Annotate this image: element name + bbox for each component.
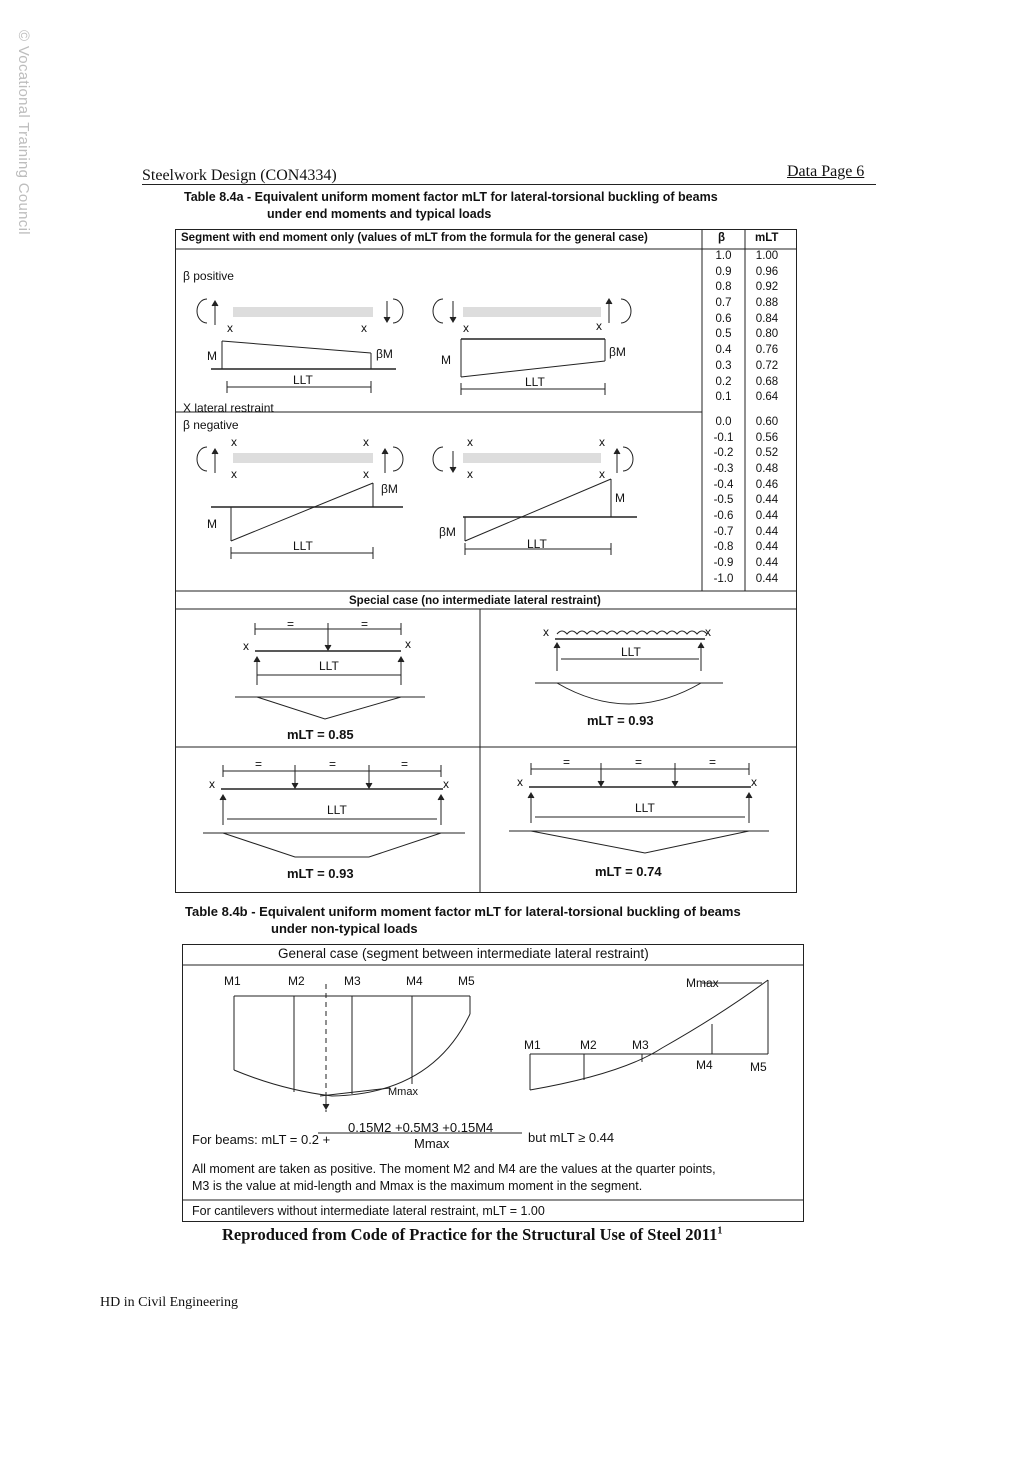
x-label: x [599,467,605,481]
beta-value: -1.0 [713,572,734,585]
table-a-header-mlt: mLT [755,232,779,244]
programme-name: HD in Civil Engineering [100,1295,239,1310]
beta-value: -0.1 [713,431,734,444]
table-b-note-line2: M3 is the value at mid-length and Mmax is the maximum moment in the segment. [192,1179,643,1193]
moment-label-mmax: Mmax [686,976,719,990]
moment-label-beta-m: βM [376,347,393,361]
beta-negative-label: β negative [183,418,239,432]
beta-value: -0.9 [713,557,734,570]
length-label: LLT [527,537,547,551]
cantilever-note: For cantilevers without intermediate lateral restraint, mLT = 1.00 [192,1204,545,1218]
beta-value: 0.7 [715,297,732,310]
equal-spacing-label: = [287,617,295,631]
beta-value: -0.5 [713,494,734,507]
mlt-value: 0.80 [755,328,779,341]
course-title: Steelwork Design (CON4334) [142,167,337,184]
beta-values-column [702,249,745,587]
watermark-text: © Vocational Training Council [15,30,32,235]
mlt-value-special-2: mLT = 0.93 [587,713,654,728]
beta-value: 1.0 [715,250,732,262]
mlt-value: 0.64 [755,391,779,404]
formula-suffix: but mLT ≥ 0.44 [528,1130,615,1145]
table-b-caption [185,903,741,937]
mlt-value: 0.44 [755,541,779,554]
table-a-header-beta: β [718,232,726,244]
table-a-caption-line1: Table 8.4a - Equivalent uniform moment factor mLT for lateral-torsional buckling of beams [184,190,718,204]
table-b-note-line1: All moment are taken as positive. The moment M2 and M4 are the values at the quarter points, [192,1162,716,1176]
moment-label-m4: M4 [696,1058,713,1072]
equal-spacing-label: = [255,757,263,771]
beta-positive-label: β positive [183,269,234,283]
mlt-value: 0.72 [755,359,779,372]
formula-denominator: Mmax [414,1136,450,1151]
beta-value: -0.2 [713,447,734,460]
x-label: x [209,777,215,791]
mlt-value: 0.88 [755,297,779,310]
moment-label-m1: M1 [224,974,241,988]
mlt-value: 0.96 [755,265,779,278]
moment-label-beta-m: βM [609,345,626,359]
beta-value: -0.7 [713,525,734,538]
mlt-value: 0.52 [755,447,779,460]
x-label: x [599,435,605,449]
beta-value: 0.3 [715,359,732,372]
table-b-header: General case (segment between intermediate lateral restraint) [278,946,649,961]
x-label: x [443,777,449,791]
x-label: x [596,319,602,333]
mlt-value: 0.76 [755,344,779,357]
reference-text: Reproduced from Code of Practice for the Structural Use of Steel 2011 [222,1225,718,1244]
moment-label-m2: M2 [288,974,305,988]
header-rule [142,184,876,185]
beta-value: 0.0 [715,415,732,428]
moment-label-mmax: Mmax [388,1086,418,1098]
moment-diagram-right [530,980,768,1090]
mlt-value-special-4: mLT = 0.74 [595,864,662,879]
equal-spacing-label: = [401,757,409,771]
page-number: Data Page 6 [787,163,865,180]
moment-label-m5: M5 [750,1060,767,1074]
mlt-value: 0.44 [755,510,779,522]
moment-diagram-left [234,984,470,1112]
x-label: x [227,321,233,335]
table-a-header-segment: Segment with end moment only (values of mLT from the formula for the general case) [181,232,648,244]
mlt-value: 0.60 [755,415,779,428]
beta-value: 0.6 [715,312,732,325]
mlt-value: 1.00 [755,250,779,262]
x-label: x [467,435,473,449]
beta-value: -0.8 [713,541,734,554]
special-case-2 [535,631,723,704]
formula-numerator: 0.15M2 +0.5M3 +0.15M4 [348,1120,494,1135]
length-label: LLT [327,803,347,817]
equal-spacing-label: = [329,757,337,771]
length-label: LLT [293,373,313,387]
formula-prefix: For beams: mLT = 0.2 + [192,1132,331,1147]
table-b-note [192,1161,716,1195]
length-label: LLT [293,539,313,553]
x-label: x [467,467,473,481]
moment-label-m: M [207,349,217,363]
moment-label-m2: M2 [580,1038,597,1052]
x-label: x [363,467,369,481]
mlt-value: 0.56 [755,431,779,444]
mlt-value-special-1: mLT = 0.85 [287,727,354,742]
moment-label-m: M [441,353,451,367]
moment-label-m5: M5 [458,974,475,988]
equal-spacing-label: = [635,755,643,769]
equal-spacing-label: = [361,617,369,631]
mlt-value: 0.48 [755,462,779,475]
mlt-value: 0.44 [755,572,779,585]
mlt-values-column [745,249,789,587]
lateral-restraint-label: X lateral restraint [183,401,274,415]
x-label: x [231,435,237,449]
mlt-value: 0.68 [755,375,779,388]
x-label: x [231,467,237,481]
length-label: LLT [319,659,339,673]
beta-value: 0.2 [715,375,732,388]
moment-label-m3: M3 [344,974,361,988]
mlt-value: 0.44 [755,525,779,538]
beta-value: 0.9 [715,265,732,278]
beta-value: -0.4 [713,478,734,491]
mlt-value: 0.44 [755,557,779,570]
table-a-caption-line2: under end moments and typical loads [267,207,492,221]
moment-label-m4: M4 [406,974,423,988]
x-label: x [405,637,411,651]
x-label: x [243,639,249,653]
table-b-caption-line1: Table 8.4b - Equivalent uniform moment factor mLT for lateral-torsional buckling of beams [185,904,741,919]
beta-value: -0.6 [713,510,734,522]
moment-label-m1: M1 [524,1038,541,1052]
table-b-caption-line2: under non-typical loads [271,921,418,936]
mlt-value: 0.92 [755,281,779,294]
moment-label-m3: M3 [632,1038,649,1052]
beta-value: 0.1 [715,391,732,404]
x-label: x [463,321,469,335]
length-label: LLT [621,645,641,659]
beta-value: 0.5 [715,328,732,341]
special-case-header: Special case (no intermediate lateral restraint) [349,595,601,607]
mlt-value: 0.44 [755,494,779,507]
mlt-value: 0.46 [755,478,779,491]
mlt-value-special-3: mLT = 0.93 [287,866,354,881]
beta-value: -0.3 [713,462,734,475]
mlt-value: 0.84 [755,312,779,325]
x-label: x [543,625,549,639]
equal-spacing-label: = [709,755,717,769]
beta-value: 0.8 [715,281,732,294]
x-label: x [361,321,367,335]
equal-spacing-label: = [563,755,571,769]
watermark [12,30,52,290]
length-label: LLT [525,375,545,389]
x-label: x [751,775,757,789]
length-label: LLT [635,801,655,815]
moment-label-beta-m: βM [439,525,456,539]
reference-superscript: 1 [717,1225,723,1237]
reference-note [222,1225,722,1245]
moment-label-m: M [615,491,625,505]
table-a-caption [184,189,718,223]
moment-label-beta-m: βM [381,482,398,496]
moment-label-m: M [207,517,217,531]
table-a [175,229,797,893]
x-label: x [705,625,711,639]
x-label: x [363,435,369,449]
x-label: x [517,775,523,789]
beta-value: 0.4 [715,344,732,357]
table-b [182,944,804,1222]
